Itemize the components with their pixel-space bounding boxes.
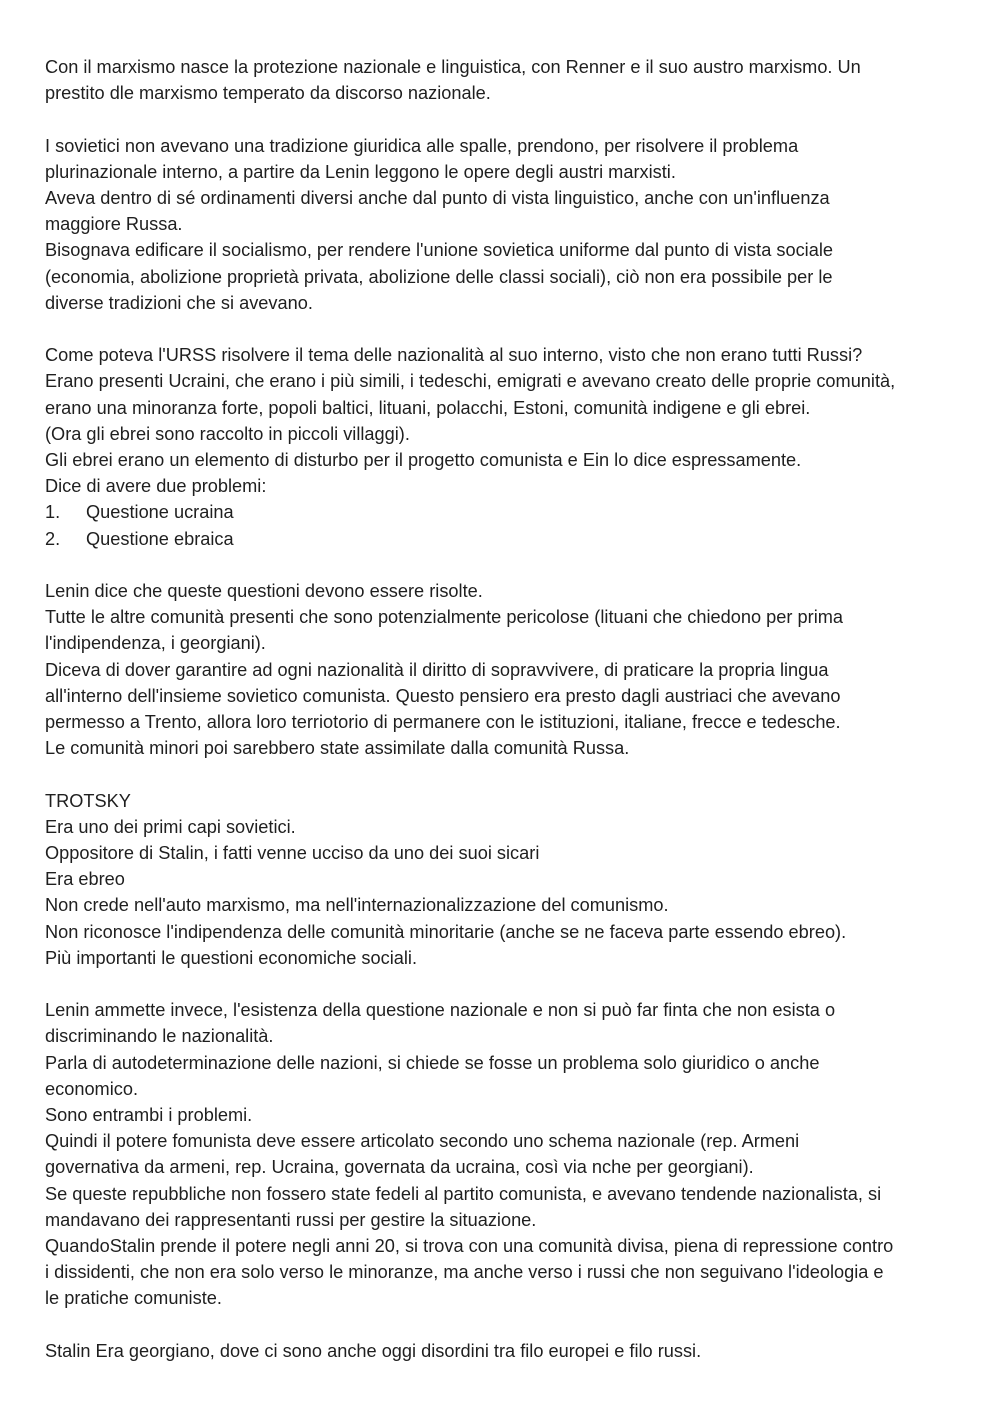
text-line: Diceva di dover garantire ad ogni nazionalità il diritto di sopravvivere, di praticare la propria lingua — [45, 659, 829, 680]
text-line: Più importanti le questioni economiche sociali. — [45, 947, 418, 968]
paragraph-renner — [45, 54, 960, 106]
paragraph-lenin-questione — [45, 997, 960, 1311]
paragraph-trotsky — [45, 788, 960, 971]
list-number: 2. — [45, 528, 61, 549]
list-item — [45, 499, 960, 525]
text-line: Oppositore di Stalin, i fatti venne ucciso da uno dei suoi sicari — [45, 843, 540, 864]
text-line: Gli ebrei erano un elemento di disturbo per il progetto comunista e Ein lo dice espressamente. — [45, 450, 802, 471]
text-line: economico. — [45, 1078, 139, 1099]
text-line: Le comunità minori poi sarebbero state assimilate dalla comunità Russa. — [45, 738, 630, 759]
text-line: maggiore Russa. — [45, 214, 183, 235]
text-line: Stalin Era georgiano, dove ci sono anche oggi disordini tra filo europei e filo russi. — [45, 1340, 702, 1361]
text-line: (Ora gli ebrei sono raccolto in piccoli villaggi). — [45, 423, 410, 444]
text-line: i dissidenti, che non era solo verso le minoranze, ma anche verso i russi che non seguivano l'ideologia e — [45, 1262, 884, 1283]
text-line: Come poteva l'URSS risolvere il tema delle nazionalità al suo interno, visto che non erano tutti Russi? — [45, 345, 863, 366]
text-line: Aveva dentro di sé ordinamenti diversi anche dal punto di vista linguistico, anche con un'influenza — [45, 188, 830, 208]
text-line: Con il marxismo nasce la protezione nazionale e linguistica, con Renner e il suo austro marxismo. Un — [45, 57, 861, 77]
text-line: Se queste repubbliche non fossero state fedeli al partito comunista, e avevano tendende nazionalista, si — [45, 1183, 882, 1204]
text-line: permesso a Trento, allora loro terriotorio di permanere con le istituzioni, italiane, frecce e tedesche. — [45, 712, 841, 733]
text-line: Tutte le altre comunità presenti che sono potenzialmente pericolose (lituani che chiedono per prima — [45, 607, 844, 628]
text-line: Lenin dice che queste questioni devono essere risolte. — [45, 581, 483, 602]
text-line: Dice di avere due problemi: — [45, 476, 267, 497]
text-line: Quindi il potere fomunista deve essere articolato secondo uno schema nazionale (rep. Armeni — [45, 1131, 800, 1152]
text-line: I sovietici non avevano una tradizione giuridica alle spalle, prendono, per risolvere il problema — [45, 135, 799, 156]
paragraph-nazionalita — [45, 342, 960, 499]
text-line: Non crede nell'auto marxismo, ma nell'internazionalizzazione del comunismo. — [45, 895, 669, 916]
text-line: governativa da armeni, rep. Ucraina, governata da ucraina, così via nche per georgiani). — [45, 1157, 754, 1178]
list-number: 1. — [45, 502, 61, 523]
list-item-text: Questione ucraina — [86, 502, 234, 523]
list-item — [45, 526, 960, 552]
text-line: le pratiche comuniste. — [45, 1288, 222, 1309]
list-item-text: Questione ebraica — [86, 528, 234, 549]
text-line: prestito dle marxismo temperato da discorso nazionale. — [45, 83, 491, 104]
document-page — [45, 54, 960, 1364]
text-line: Non riconosce l'indipendenza delle comunità minoritarie (anche se ne faceva parte essendo ebreo). — [45, 921, 847, 942]
paragraph-sovietici — [45, 133, 960, 316]
numbered-list — [45, 499, 960, 551]
text-line: plurinazionale interno, a partire da Lenin leggono le opere degli austri marxisti. — [45, 161, 676, 182]
paragraph-lenin — [45, 578, 960, 761]
text-line: all'interno dell'insieme sovietico comunista. Questo pensiero era presto dagli austriaci che avevano — [45, 685, 841, 706]
text-line: l'indipendenza, i georgiani). — [45, 633, 266, 654]
text-line: QuandoStalin prende il potere negli anni 20, si trova con una comunità divisa, piena di repressione contro — [45, 1236, 894, 1257]
text-line: Era uno dei primi capi sovietici. — [45, 816, 296, 837]
text-line: (economia, abolizione proprietà privata, abolizione delle classi sociali), ciò non era possibile per le — [45, 266, 833, 287]
text-line: Parla di autodeterminazione delle nazioni, si chiede se fosse un problema solo giuridico o anche — [45, 1052, 820, 1073]
text-line: Era ebreo — [45, 869, 125, 890]
text-line: discriminando le nazionalità. — [45, 1026, 274, 1047]
text-line: Bisognava edificare il socialismo, per rendere l'unione sovietica uniforme dal punto di vista sociale — [45, 240, 833, 261]
text-line: Lenin ammette invece, l'esistenza della questione nazionale e non si può far finta che non esista o — [45, 1000, 836, 1021]
paragraph-stalin — [45, 1338, 960, 1364]
text-line: Sono entrambi i problemi. — [45, 1105, 253, 1126]
text-line: diverse tradizioni che si avevano. — [45, 292, 313, 313]
section-heading: TROTSKY — [45, 790, 131, 811]
text-line: Erano presenti Ucraini, che erano i più simili, i tedeschi, emigrati e avevano creato delle proprie comunità, — [45, 371, 896, 392]
text-line: mandavano dei rappresentanti russi per gestire la situazione. — [45, 1209, 537, 1230]
text-line: erano una minoranza forte, popoli baltici, lituani, polacchi, Estoni, comunità indigene e gli ebrei. — [45, 397, 811, 418]
